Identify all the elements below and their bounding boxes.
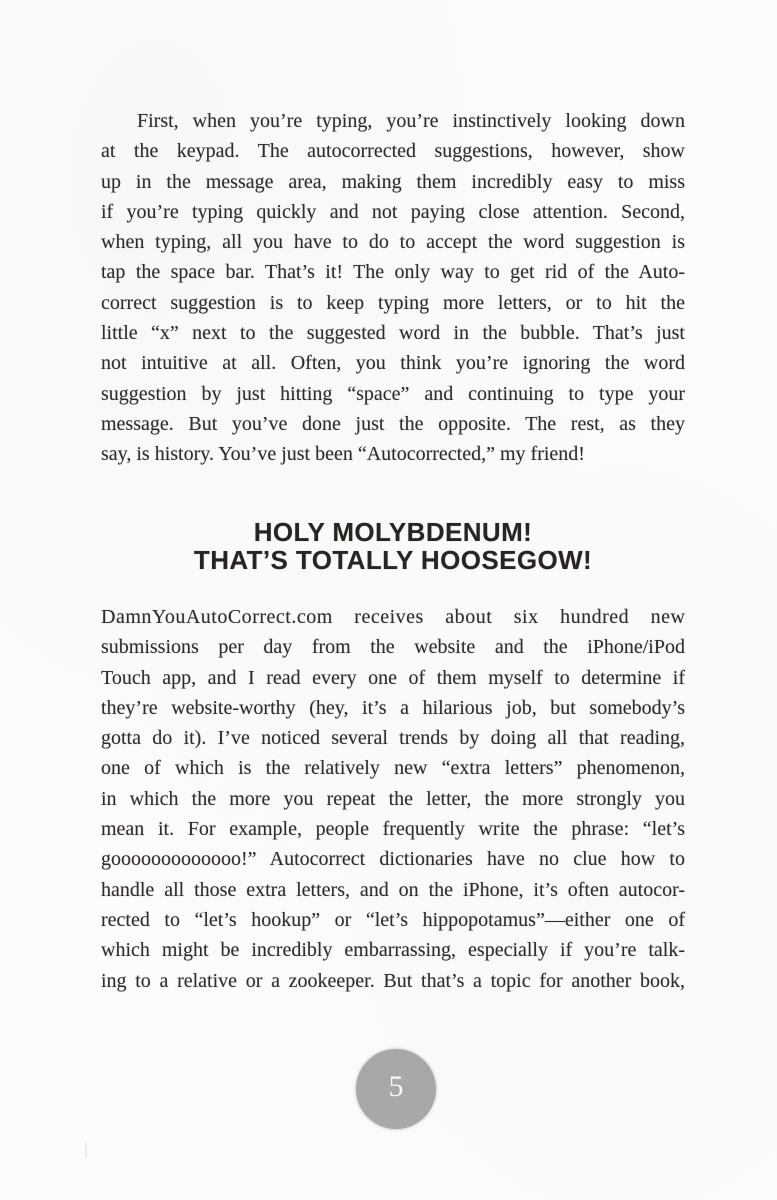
heading-line: HOLY MOLYBDENUM! xyxy=(253,517,533,547)
text-line: correct suggestion is to keep typing more letters, or to hit the xyxy=(101,291,685,314)
text-line: Touch app, and I read every one of them myself to determine if xyxy=(101,666,685,689)
text-line: DamnYouAutoCorrect.com receives about six hundred new xyxy=(101,606,686,628)
text-line: ing to a relative or a zookeeper. But that’s a topic for another book, xyxy=(101,969,685,992)
text-line: at the keypad. The autocorrected suggestions, however, show xyxy=(101,140,685,163)
scan-artifact xyxy=(85,1142,87,1158)
page-number: 5 xyxy=(388,1070,404,1103)
text-line: in which the more you repeat the letter, the more strongly you xyxy=(101,787,685,810)
text-line: when typing, all you have to do to accept the word suggestion is xyxy=(101,231,685,254)
text-line: message. But you’ve done just the opposite. The rest, as they xyxy=(101,412,685,435)
text-line: handle all those extra letters, and on the iPhone, it’s often autocor- xyxy=(101,878,685,901)
text-line: say, is history. You’ve just been “Autocorrected,” my friend! xyxy=(101,443,585,466)
text-line: rected to “let’s hookup” or “let’s hippopotamus”—either one of xyxy=(101,908,685,931)
section-heading xyxy=(101,518,685,574)
text-line: tap the space bar. That’s it! The only way to get rid of the Auto- xyxy=(101,261,685,284)
text-line: which might be incredibly embarrassing, especially if you’re talk- xyxy=(101,939,685,962)
text-line: not intuitive at all. Often, you think you’re ignoring the word xyxy=(101,352,685,375)
text-line: one of which is the relatively new “extra letters” phenomenon, xyxy=(101,757,685,780)
paragraph-first xyxy=(101,106,685,470)
text-line: submissions per day from the website and the iPhone/iPod xyxy=(101,636,685,659)
page-number-badge xyxy=(356,1049,436,1129)
text-line: First, when you’re typing, you’re instinctively looking down xyxy=(137,110,685,132)
text-line: suggestion by just hitting “space” and continuing to type your xyxy=(101,382,685,405)
text-line: they’re website-worthy (hey, it’s a hilarious job, but somebody’s xyxy=(101,696,685,719)
text-line: mean it. For example, people frequently write the phrase: “let’s xyxy=(101,818,685,841)
text-line: gooooooooooooo!” Autocorrect dictionaries have no clue how to xyxy=(101,848,685,871)
heading-line: THAT’S TOTALLY HOOSEGOW! xyxy=(193,545,593,575)
text-line: gotta do it). I’ve noticed several trends by doing all that reading, xyxy=(101,727,685,750)
text-line: little “x” next to the suggested word in the bubble. That’s just xyxy=(101,322,685,345)
text-line: if you’re typing quickly and not paying close attention. Second, xyxy=(101,200,685,223)
paragraph-second xyxy=(101,602,685,996)
text-line: up in the message area, making them incredibly easy to miss xyxy=(101,170,685,193)
